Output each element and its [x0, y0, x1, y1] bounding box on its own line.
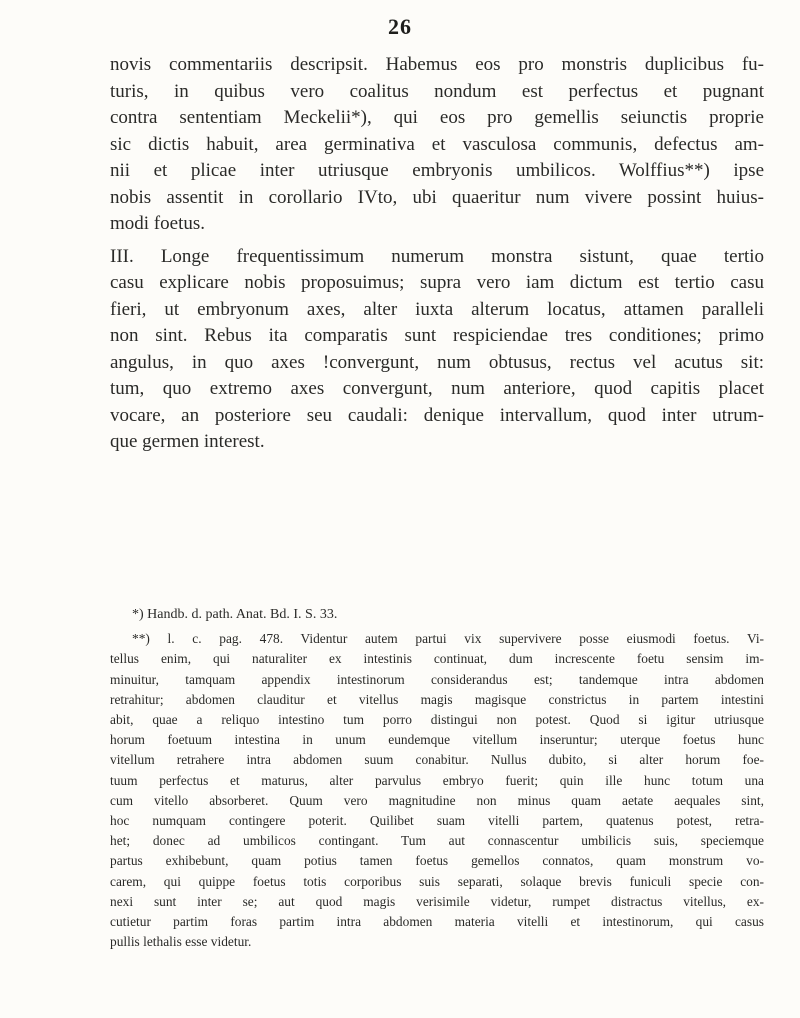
footnote-line: het; donec ad umbilicos contingant. Tum aut connascentur umbilicis suis, speciemque — [110, 833, 764, 849]
footnote-line: minuitur, tamquam appendix intestinorum considerandus est; tandemque intra abdomen — [110, 671, 764, 687]
paragraph-2 — [110, 244, 764, 456]
footnote-line: carem, qui quippe foetus totis corporibus suis separati, solaque brevis funiculi specie con- — [110, 873, 764, 889]
text-line: nobis assentit in corollario IVto, ubi quaeritur num vivere possint huius- — [110, 186, 764, 208]
footnote-line: abit, quae a reliquo intestino tum porro distingui non potest. Quod si igitur utriusque — [110, 712, 764, 728]
footnote-line: cum vitello absorberet. Quum vero magnitudine non minus quam aetate aequales sint, — [110, 792, 764, 808]
text-line: nii et plicae inter utriusque embryonis umbilicos. Wolffius**) ipse — [110, 160, 764, 181]
footnote-line: nexi sunt inter se; aut quod magis verisimile videtur, rumpet distractus vitellus, ex- — [110, 893, 764, 909]
footnote-line: tellus enim, qui naturaliter ex intestinis continuat, dum increscente foetu sensim im- — [110, 651, 764, 667]
text-line: tum, quo extremo axes convergunt, num anteriore, quod capitis placet — [110, 378, 764, 399]
text-line: sic dictis habuit, area germinativa et vasculosa communis, defectus am- — [110, 133, 764, 155]
text-line: turis, in quibus vero coalitus nondum est perfectus et pugnant — [110, 80, 764, 102]
text-line: non sint. Rebus ita comparatis sunt respiciendae tres conditiones; primo — [110, 325, 764, 346]
page-number: 26 — [388, 14, 412, 39]
footnote-line: vitellum retrahere intra abdomen suum conabitur. Nullus dubito, si alter horum foe- — [110, 752, 764, 768]
footnote-line: cutietur partim foras partim intra abdomen materia vitelli et intestinorum, qui casus — [110, 914, 764, 930]
footnote-line: horum foetuum intestina in unum eundemque vitellum inseruntur; uterque foetus hunc — [110, 732, 764, 748]
text-line: casu explicare nobis proposuimus; supra vero iam dictum est tertio casu — [110, 272, 764, 293]
text-line: vocare, an posteriore seu caudali: denique intervallum, quod inter utrum- — [110, 404, 764, 426]
text-line: que germen interest. — [110, 431, 265, 452]
text-line: III. Longe frequentissimum numerum monstra sistunt, quae tertio — [110, 245, 764, 267]
text-line: modi foetus. — [110, 213, 205, 234]
footnote-1: *) Handb. d. path. Anat. Bd. I. S. 33. — [132, 607, 338, 622]
main-text — [110, 52, 764, 456]
text-line: fieri, ut embryonum axes, alter iuxta alterum locatus, attamen paralleli — [110, 298, 764, 320]
footnote-2 — [110, 629, 764, 952]
text-line: novis commentariis descripsit. Habemus eos pro monstris duplicibus fu- — [110, 54, 764, 75]
footnote-line: retrahitur; abdomen clauditur et vitellus magis magisque constrictus in partem intestini — [110, 691, 764, 707]
footnote-line: partus exhibebunt, quam potius tamen foetus gemellos connatos, quam monstrum vo- — [110, 853, 764, 869]
footnotes — [110, 605, 764, 952]
text-line: contra sententiam Meckelii*), qui eos pro gemellis seiunctis proprie — [110, 107, 764, 128]
text-line: angulus, in quo axes !convergunt, num obtusus, rectus vel acutus sit: — [110, 351, 764, 373]
footnote-line: pullis lethalis esse videtur. — [110, 934, 252, 950]
paragraph-1 — [110, 52, 764, 238]
footnote-line: **) l. c. pag. 478. Videntur autem partui vix supervivere posse eiusmodi foetus. Vi- — [132, 631, 764, 647]
footnote-line: tuum perfectus et maturus, alter parvulus embryo fuerit; quin ille hunc totum una — [110, 772, 764, 788]
footnote-line: hoc numquam contingere poterit. Quilibet suam vitelli partem, quatenus potest, retra- — [110, 813, 764, 829]
